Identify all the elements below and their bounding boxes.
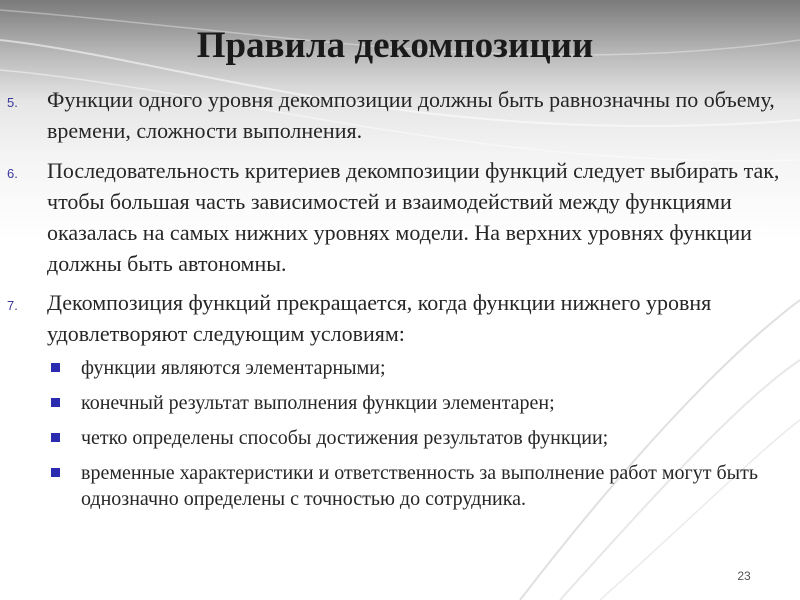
bullet-item	[0, 425, 800, 451]
bullet-list	[0, 355, 800, 512]
slide-content	[0, 84, 800, 521]
numbered-item-6	[0, 155, 800, 279]
item-number: 6.	[7, 166, 18, 181]
item-number: 7.	[7, 298, 18, 313]
item-number: 5.	[7, 95, 18, 110]
bullet-text: конечный результат выполнения функции элементарен;	[81, 392, 555, 414]
bullet-text: функции являются элементарными;	[81, 357, 386, 379]
item-text: Функции одного уровня декомпозиции должны быть равнозначны по объему, времени, сложности выполнения.	[47, 87, 775, 143]
item-text: Последовательность критериев декомпозиции функций следует выбирать так, чтобы большая часть зависимостей и взаимодействий между функциями оказалась на самых нижних уровнях модели. На верхних уровнях функции должны быть автономны.	[47, 158, 780, 276]
bullet-text: временные характеристики и ответственность за выполнение работ могут быть однозначно определены с точностью до сотрудника.	[81, 462, 758, 510]
bullet-item	[0, 390, 800, 416]
square-bullet-icon	[51, 363, 60, 372]
bullet-item	[0, 355, 800, 381]
square-bullet-icon	[51, 468, 60, 477]
numbered-item-7	[0, 287, 800, 349]
bullet-text: четко определены способы достижения результатов функции;	[81, 427, 609, 449]
square-bullet-icon	[51, 433, 60, 442]
square-bullet-icon	[51, 398, 60, 407]
slide-title: Правила декомпозиции	[196, 25, 594, 66]
bullet-item	[0, 460, 800, 512]
page-number: 23	[737, 569, 751, 583]
numbered-item-5	[0, 84, 800, 146]
item-text: Декомпозиция функций прекращается, когда функции нижнего уровня удовлетворяют следующим условиям:	[47, 290, 712, 346]
